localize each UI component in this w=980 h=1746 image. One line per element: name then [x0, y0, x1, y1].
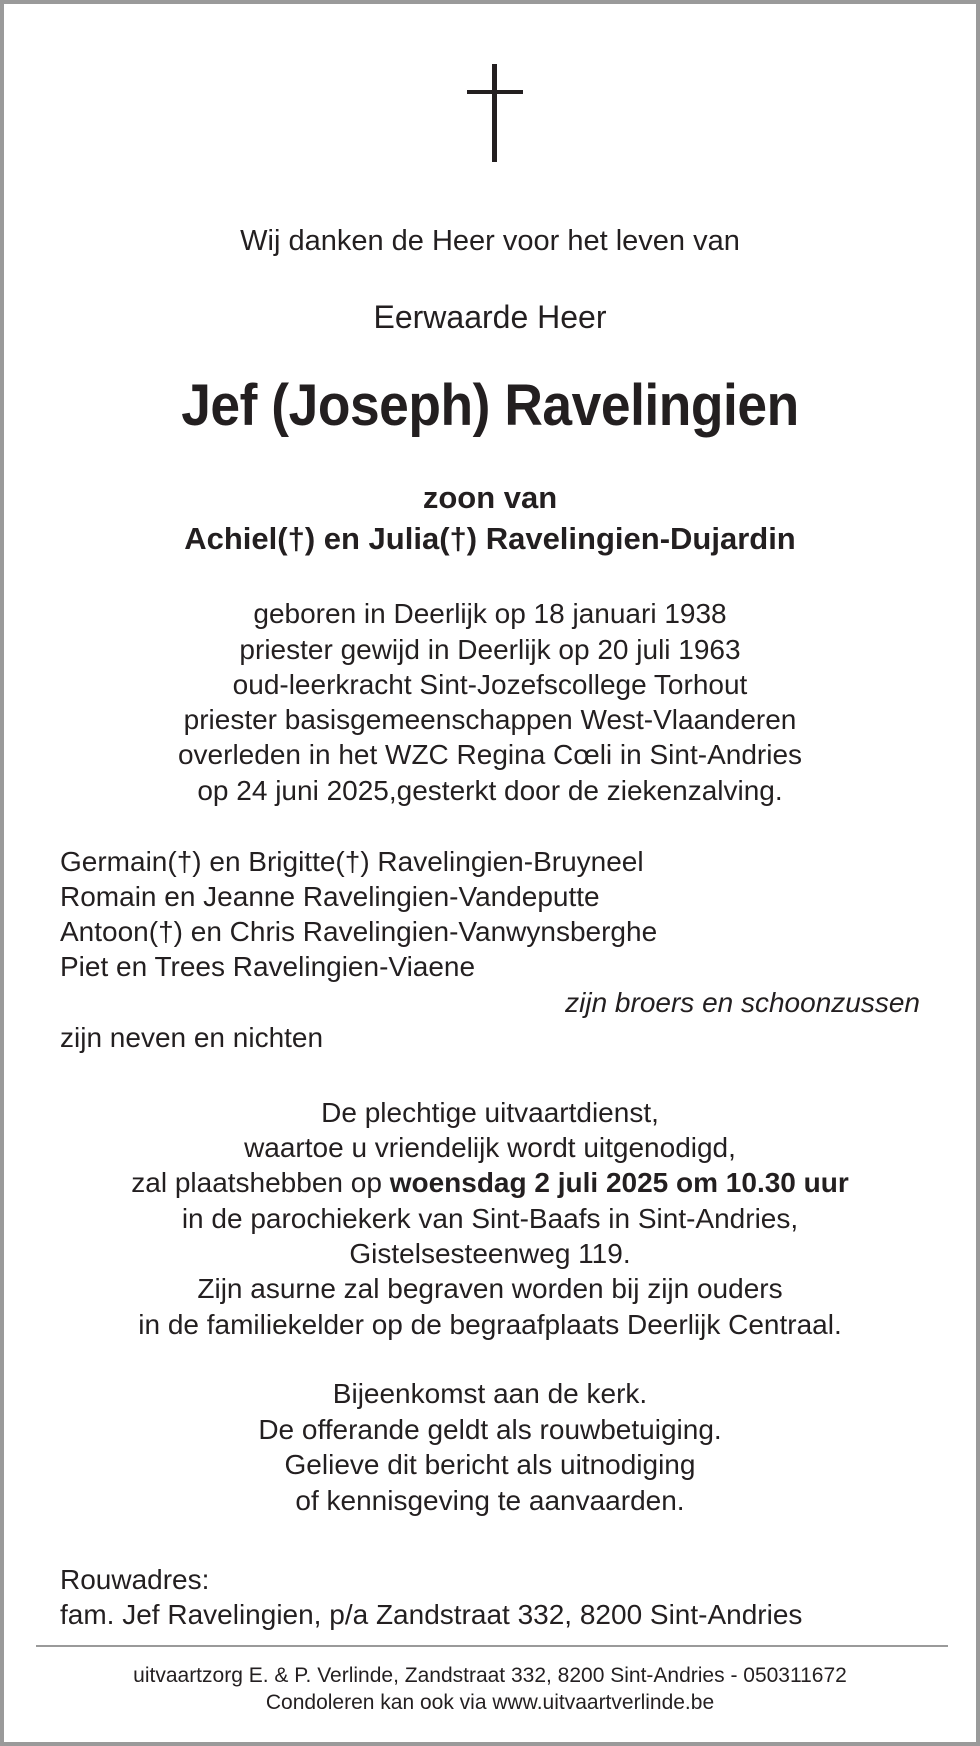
son-of-label: zoon van	[422, 480, 558, 515]
intro-text: Wij danken de Heer voor het leven van	[240, 225, 740, 257]
service-line: waartoe u vriendelijk wordt uitgenodigd,	[244, 1132, 736, 1163]
bio-line: priester gewijd in Deerlijk op 20 juli 1963	[239, 634, 741, 665]
note-line: Bijeenkomst aan de kerk.	[332, 1378, 648, 1409]
service-line: in de parochiekerk van Sint-Baafs in Sint-Andries,	[181, 1203, 799, 1234]
bio-line: oud-leerkracht Sint-Jozefscollege Torhout	[232, 669, 748, 700]
title-prefix: Eerwaarde Heer	[373, 299, 607, 335]
cross-icon	[467, 64, 523, 162]
service-line: De plechtige uitvaartdienst,	[321, 1097, 659, 1128]
note-line: De offerande geldt als rouwbetuiging.	[258, 1414, 722, 1445]
service-line: Gistelsesteenweg 119.	[349, 1238, 631, 1269]
family-others: zijn neven en nichten	[60, 1022, 324, 1053]
service-datetime-line	[4, 1167, 976, 1199]
bio-line: overleden in het WZC Regina Cœli in Sint-Andries	[177, 739, 803, 770]
service-datetime-prefix: zal plaatshebben op	[131, 1167, 390, 1198]
family-member: Germain(†) en Brigitte(†) Ravelingien-Bruyneel	[60, 846, 644, 877]
family-member: Piet en Trees Ravelingien-Viaene	[60, 951, 476, 982]
family-role: zijn broers en schoonzussen	[565, 987, 920, 1018]
deceased-name: Jef (Joseph) Ravelingien	[181, 373, 799, 438]
service-datetime: woensdag 2 juli 2025 om 10.30 uur	[389, 1167, 849, 1198]
funeral-home-info: uitvaartzorg E. & P. Verlinde, Zandstraat 332, 8200 Sint-Andries - 050311672	[133, 1664, 847, 1687]
bio-line: priester basisgemeenschappen West-Vlaanderen	[183, 704, 797, 735]
mourning-address: fam. Jef Ravelingien, p/a Zandstraat 332, 8200 Sint-Andries	[60, 1599, 803, 1630]
service-line: Zijn asurne zal begraven worden bij zijn ouders	[197, 1273, 783, 1304]
condolences-info: Condoleren kan ook via www.uitvaartverlinde.be	[265, 1691, 715, 1714]
mourning-address-label: Rouwadres:	[60, 1564, 210, 1595]
family-member: Antoon(†) en Chris Ravelingien-Vanwynsberghe	[60, 916, 658, 947]
note-line: of kennisgeving te aanvaarden.	[295, 1485, 685, 1516]
bio-line: op 24 juni 2025,gesterkt door de ziekenzalving.	[197, 775, 783, 806]
bio-line: geboren in Deerlijk op 18 januari 1938	[253, 598, 727, 629]
parents-names: Achiel(†) en Julia(†) Ravelingien-Dujardin	[184, 521, 796, 556]
note-line: Gelieve dit bericht als uitnodiging	[284, 1449, 696, 1480]
footer-divider	[36, 1645, 948, 1647]
family-member: Romain en Jeanne Ravelingien-Vandeputte	[60, 881, 600, 912]
service-line: in de familiekelder op de begraafplaats Deerlijk Centraal.	[138, 1309, 842, 1340]
